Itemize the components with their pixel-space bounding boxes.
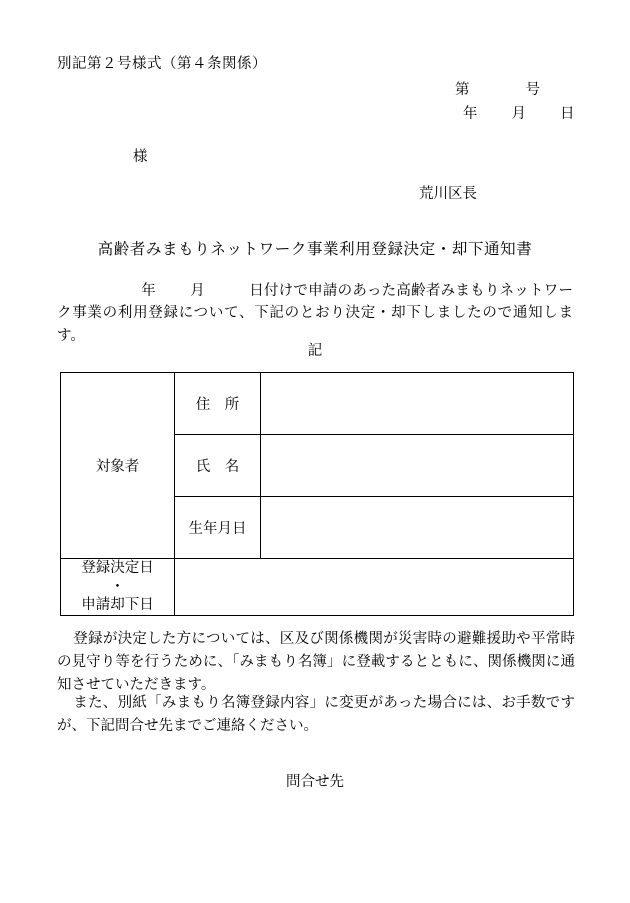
document-number-line <box>455 78 540 99</box>
note-2-text: また、別紙「みまもり名簿登録内容」に変更があった場合には、お手数ですが、下記問合せ先までご連絡ください。 <box>57 695 575 735</box>
note-paragraph-1 <box>57 628 575 698</box>
document-number-label: 第 <box>455 82 470 98</box>
body-year-label: 年 <box>141 283 156 299</box>
decision-date-label-line2: ・ <box>110 578 125 595</box>
subject-table <box>60 372 574 616</box>
issuer-name: 荒川区長 <box>419 186 477 202</box>
field-label-name: 氏 名 <box>175 435 261 497</box>
page-title: 高齢者みまもりネットワーク事業利用登録決定・却下通知書 <box>97 241 533 258</box>
decision-date-value-cell[interactable] <box>175 559 574 616</box>
form-id-label: 別記第２号様式（第４条関係） <box>57 56 267 72</box>
document-number-suffix: 号 <box>525 82 540 98</box>
decision-date-label-line1: 登録決定日 <box>81 560 154 577</box>
addressee-honorific: 様 <box>133 149 148 165</box>
table-row <box>61 559 574 616</box>
note-paragraph-2 <box>57 692 575 738</box>
field-value-name[interactable] <box>261 435 574 497</box>
body-month-label: 月 <box>189 283 205 299</box>
decision-date-label-line3: 申請却下日 <box>81 597 154 614</box>
field-value-address[interactable] <box>261 373 574 435</box>
body-line2-text: 事業の利用登録について、下記のとおり決定・却下しましたので通知します。 <box>57 305 573 344</box>
ki-mark: 記 <box>307 343 323 359</box>
contact-heading: 問合せ先 <box>286 774 344 790</box>
body-paragraph <box>57 280 573 347</box>
field-label-address: 住 所 <box>175 373 261 435</box>
table-row <box>61 373 574 435</box>
field-value-birthdate[interactable] <box>261 497 574 559</box>
date-month-label: 月 <box>511 106 526 122</box>
decision-date-label-cell <box>61 559 175 616</box>
date-year-label: 年 <box>463 106 478 122</box>
field-label-birthdate: 生年月日 <box>175 497 261 559</box>
document-date-line <box>463 102 575 123</box>
date-day-label: 日 <box>560 106 575 122</box>
note-1-text: 登録が決定した方については、区及び関係機関が災害時の避難援助や平常時の見守り等を行うために、「みまもり名簿」に登載するとともに、関係機関に通知させていただきます。 <box>57 631 575 694</box>
body-line1-text: 日付けで申請のあった高齢者みまもりネットワーク <box>57 283 574 322</box>
subject-label-cell: 対象者 <box>61 373 175 559</box>
